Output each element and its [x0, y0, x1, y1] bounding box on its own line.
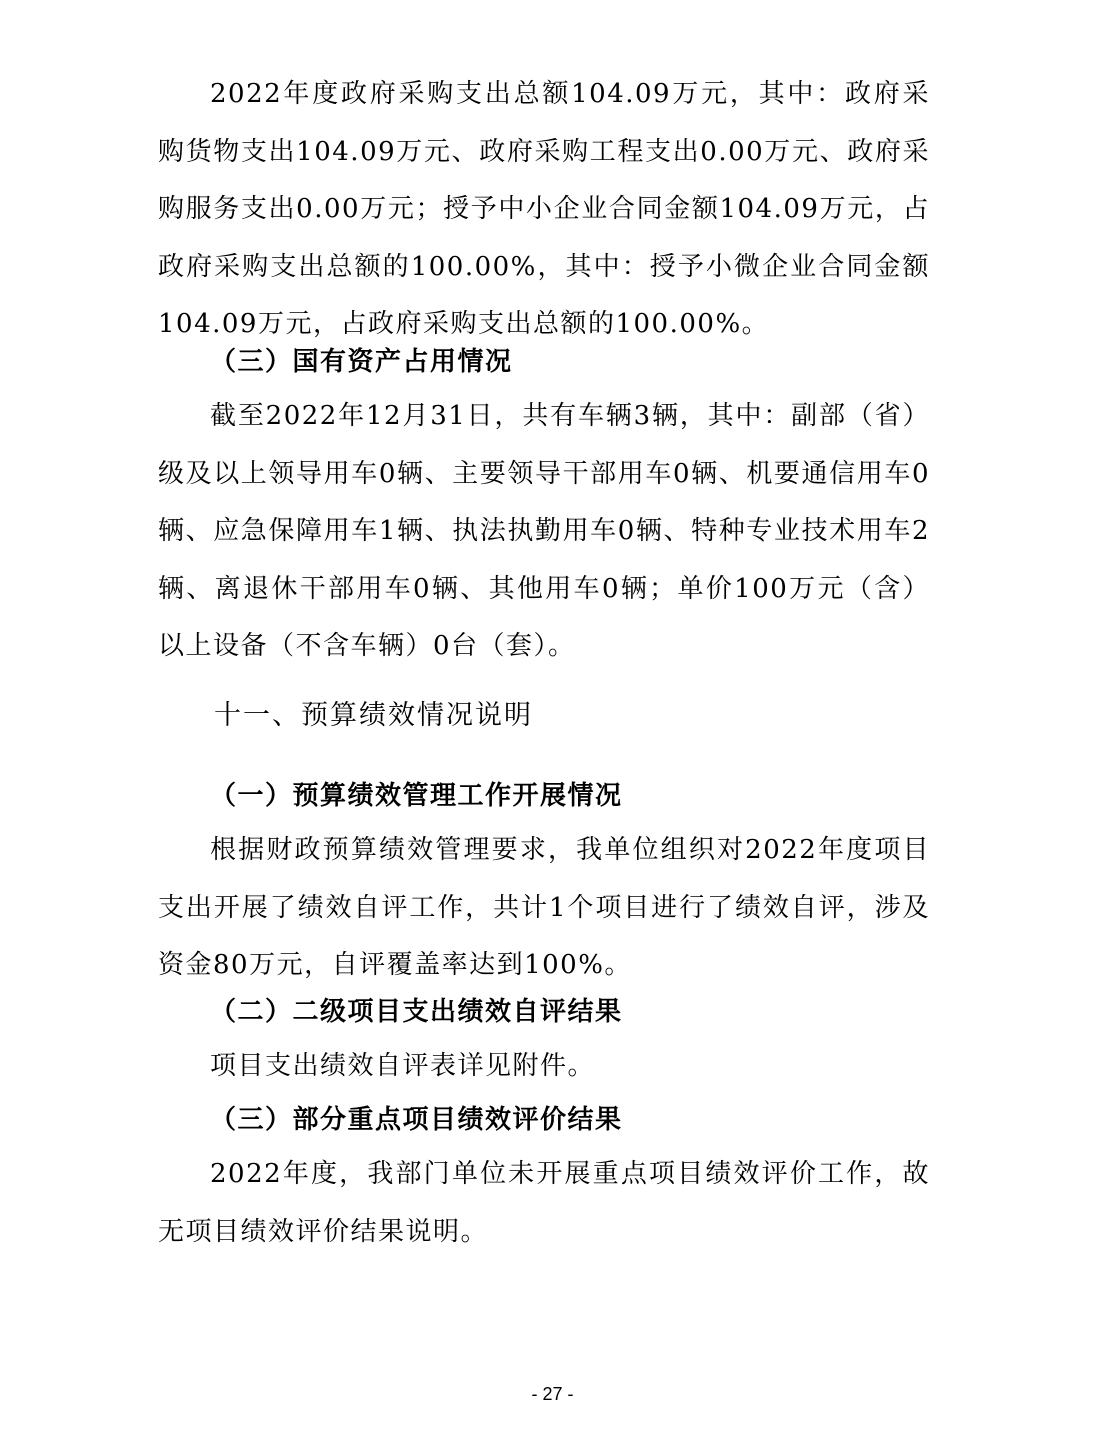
self-evaluation-paragraph: 项目支出绩效自评表详见附件。 [210, 1051, 596, 1081]
assets-paragraph: 截至2022年12月31日，共有车辆3辆，其中：副部（省）级及以上领导用车0辆、主要领导干部用车0辆、机要通信用车0辆、应急保障用车1辆、执法执勤用车0辆、特种专业技术用车2辆、离退休干部用车0辆、其他用车0辆；单价100万元（含）以上设备（不含车辆）0台（套）。 [158, 401, 930, 661]
performance-management-heading: （一）预算绩效管理工作开展情况 [210, 781, 623, 811]
key-project-evaluation-heading: （三）部分重点项目绩效评价结果 [210, 1105, 623, 1135]
performance-management-paragraph: 根据财政预算绩效管理要求，我单位组织对2022年度项目支出开展了绩效自评工作，共计1个项目进行了绩效自评，涉及资金80万元，自评覆盖率达到100%。 [158, 835, 930, 980]
self-evaluation-heading: （二）二级项目支出绩效自评结果 [210, 997, 623, 1027]
key-project-evaluation-paragraph: 2022年度，我部门单位未开展重点项目绩效评价工作，故无项目绩效评价结果说明。 [158, 1159, 930, 1247]
page-number: - 27 - [531, 1384, 574, 1404]
procurement-paragraph: 2022年度政府采购支出总额104.09万元，其中：政府采购货物支出104.09万元、政府采购工程支出0.00万元、政府采购服务支出0.00万元；授予中小企业合同金额104.09万元，占政府采购支出总额的100.00%，其中：授予小微企业合同金额104.09万元，占政府采购支出总额的100.00%。 [158, 79, 930, 339]
assets-heading: （三）国有资产占用情况 [210, 347, 513, 377]
performance-section-heading: 十一、预算绩效情况说明 [214, 700, 533, 731]
